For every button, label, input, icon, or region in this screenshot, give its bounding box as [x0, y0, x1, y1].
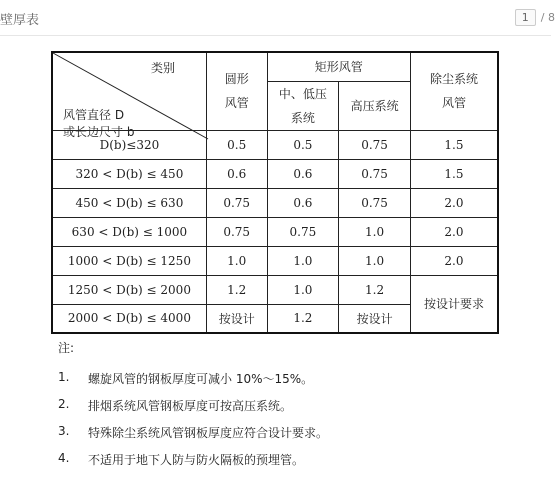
table-row [52, 275, 498, 304]
table-row [52, 246, 498, 275]
notes-section [58, 339, 328, 478]
notes-title: 注: [58, 341, 75, 355]
table-row [52, 188, 498, 217]
cell-low: 1.0 [267, 246, 339, 275]
table-row [52, 217, 498, 246]
cell-high: 按设计 [339, 304, 411, 333]
cell-round: 1.2 [206, 275, 267, 304]
note-item [58, 451, 328, 478]
note-number: 1. [58, 370, 70, 384]
header-high-pressure: 高压系统 [339, 81, 411, 130]
note-item [58, 370, 328, 397]
table-corner-header [52, 52, 206, 139]
cell-high: 1.0 [339, 217, 411, 246]
cell-round: 0.75 [206, 217, 267, 246]
cell-dust: 2.0 [410, 217, 498, 246]
note-number: 2. [58, 397, 70, 411]
page-counter [515, 7, 555, 27]
note-number: 3. [58, 424, 70, 438]
note-text: 特殊除尘系统风管钢板厚度应符合设计要求。 [88, 426, 329, 440]
cell-round: 0.6 [206, 159, 267, 188]
cell-low: 1.2 [267, 304, 339, 333]
table-row [52, 159, 498, 188]
corner-size-label: 风管直径 D 或长边尺寸 b [63, 108, 135, 139]
page-number-input[interactable]: 1 [515, 9, 536, 26]
document-toolbar [0, 0, 555, 36]
cell-low: 0.75 [267, 217, 339, 246]
thickness-table [51, 51, 499, 334]
cell-dust: 2.0 [410, 246, 498, 275]
note-text: 螺旋风管的钢板厚度可减小 10%～15%。 [88, 372, 314, 386]
cell-round: 0.5 [206, 130, 267, 159]
note-item [58, 424, 328, 451]
cell-dust-design-required: 按设计要求 [410, 275, 498, 333]
header-round-duct: 圆形 风管 [206, 52, 267, 130]
row-label: 320 < D(b) ≤ 450 [52, 159, 206, 188]
row-label: 1250 < D(b) ≤ 2000 [52, 275, 206, 304]
cell-low: 0.5 [267, 130, 339, 159]
document-title: 壁厚表 [0, 13, 40, 28]
note-text: 排烟系统风管钢板厚度可按高压系统。 [88, 399, 293, 413]
note-text: 不适用于地下人防与防火隔板的预埋管。 [88, 453, 305, 467]
cell-high: 0.75 [339, 188, 411, 217]
row-label: 1000 < D(b) ≤ 1250 [52, 246, 206, 275]
cell-round: 0.75 [206, 188, 267, 217]
row-label: 630 < D(b) ≤ 1000 [52, 217, 206, 246]
cell-high: 0.75 [339, 130, 411, 159]
cell-low: 0.6 [267, 159, 339, 188]
cell-dust: 1.5 [410, 130, 498, 159]
header-dust-duct: 除尘系统 风管 [410, 52, 498, 130]
corner-category-label: 类别 [151, 61, 176, 75]
cell-high: 1.0 [339, 246, 411, 275]
row-label: 2000 < D(b) ≤ 4000 [52, 304, 206, 333]
cell-high: 0.75 [339, 159, 411, 188]
page-total: / 8 [540, 10, 555, 24]
cell-low: 1.0 [267, 275, 339, 304]
note-number: 4. [58, 451, 70, 465]
cell-low: 0.6 [267, 188, 339, 217]
cell-round: 1.0 [206, 246, 267, 275]
header-low-pressure: 中、低压 系统 [267, 81, 339, 130]
row-label: D(b)≤320 [52, 130, 206, 159]
cell-dust: 1.5 [410, 159, 498, 188]
header-rect-duct-group: 矩形风管 [267, 52, 410, 81]
cell-round: 按设计 [206, 304, 267, 333]
note-item [58, 397, 328, 424]
row-label: 450 < D(b) ≤ 630 [52, 188, 206, 217]
cell-high: 1.2 [339, 275, 411, 304]
cell-dust: 2.0 [410, 188, 498, 217]
